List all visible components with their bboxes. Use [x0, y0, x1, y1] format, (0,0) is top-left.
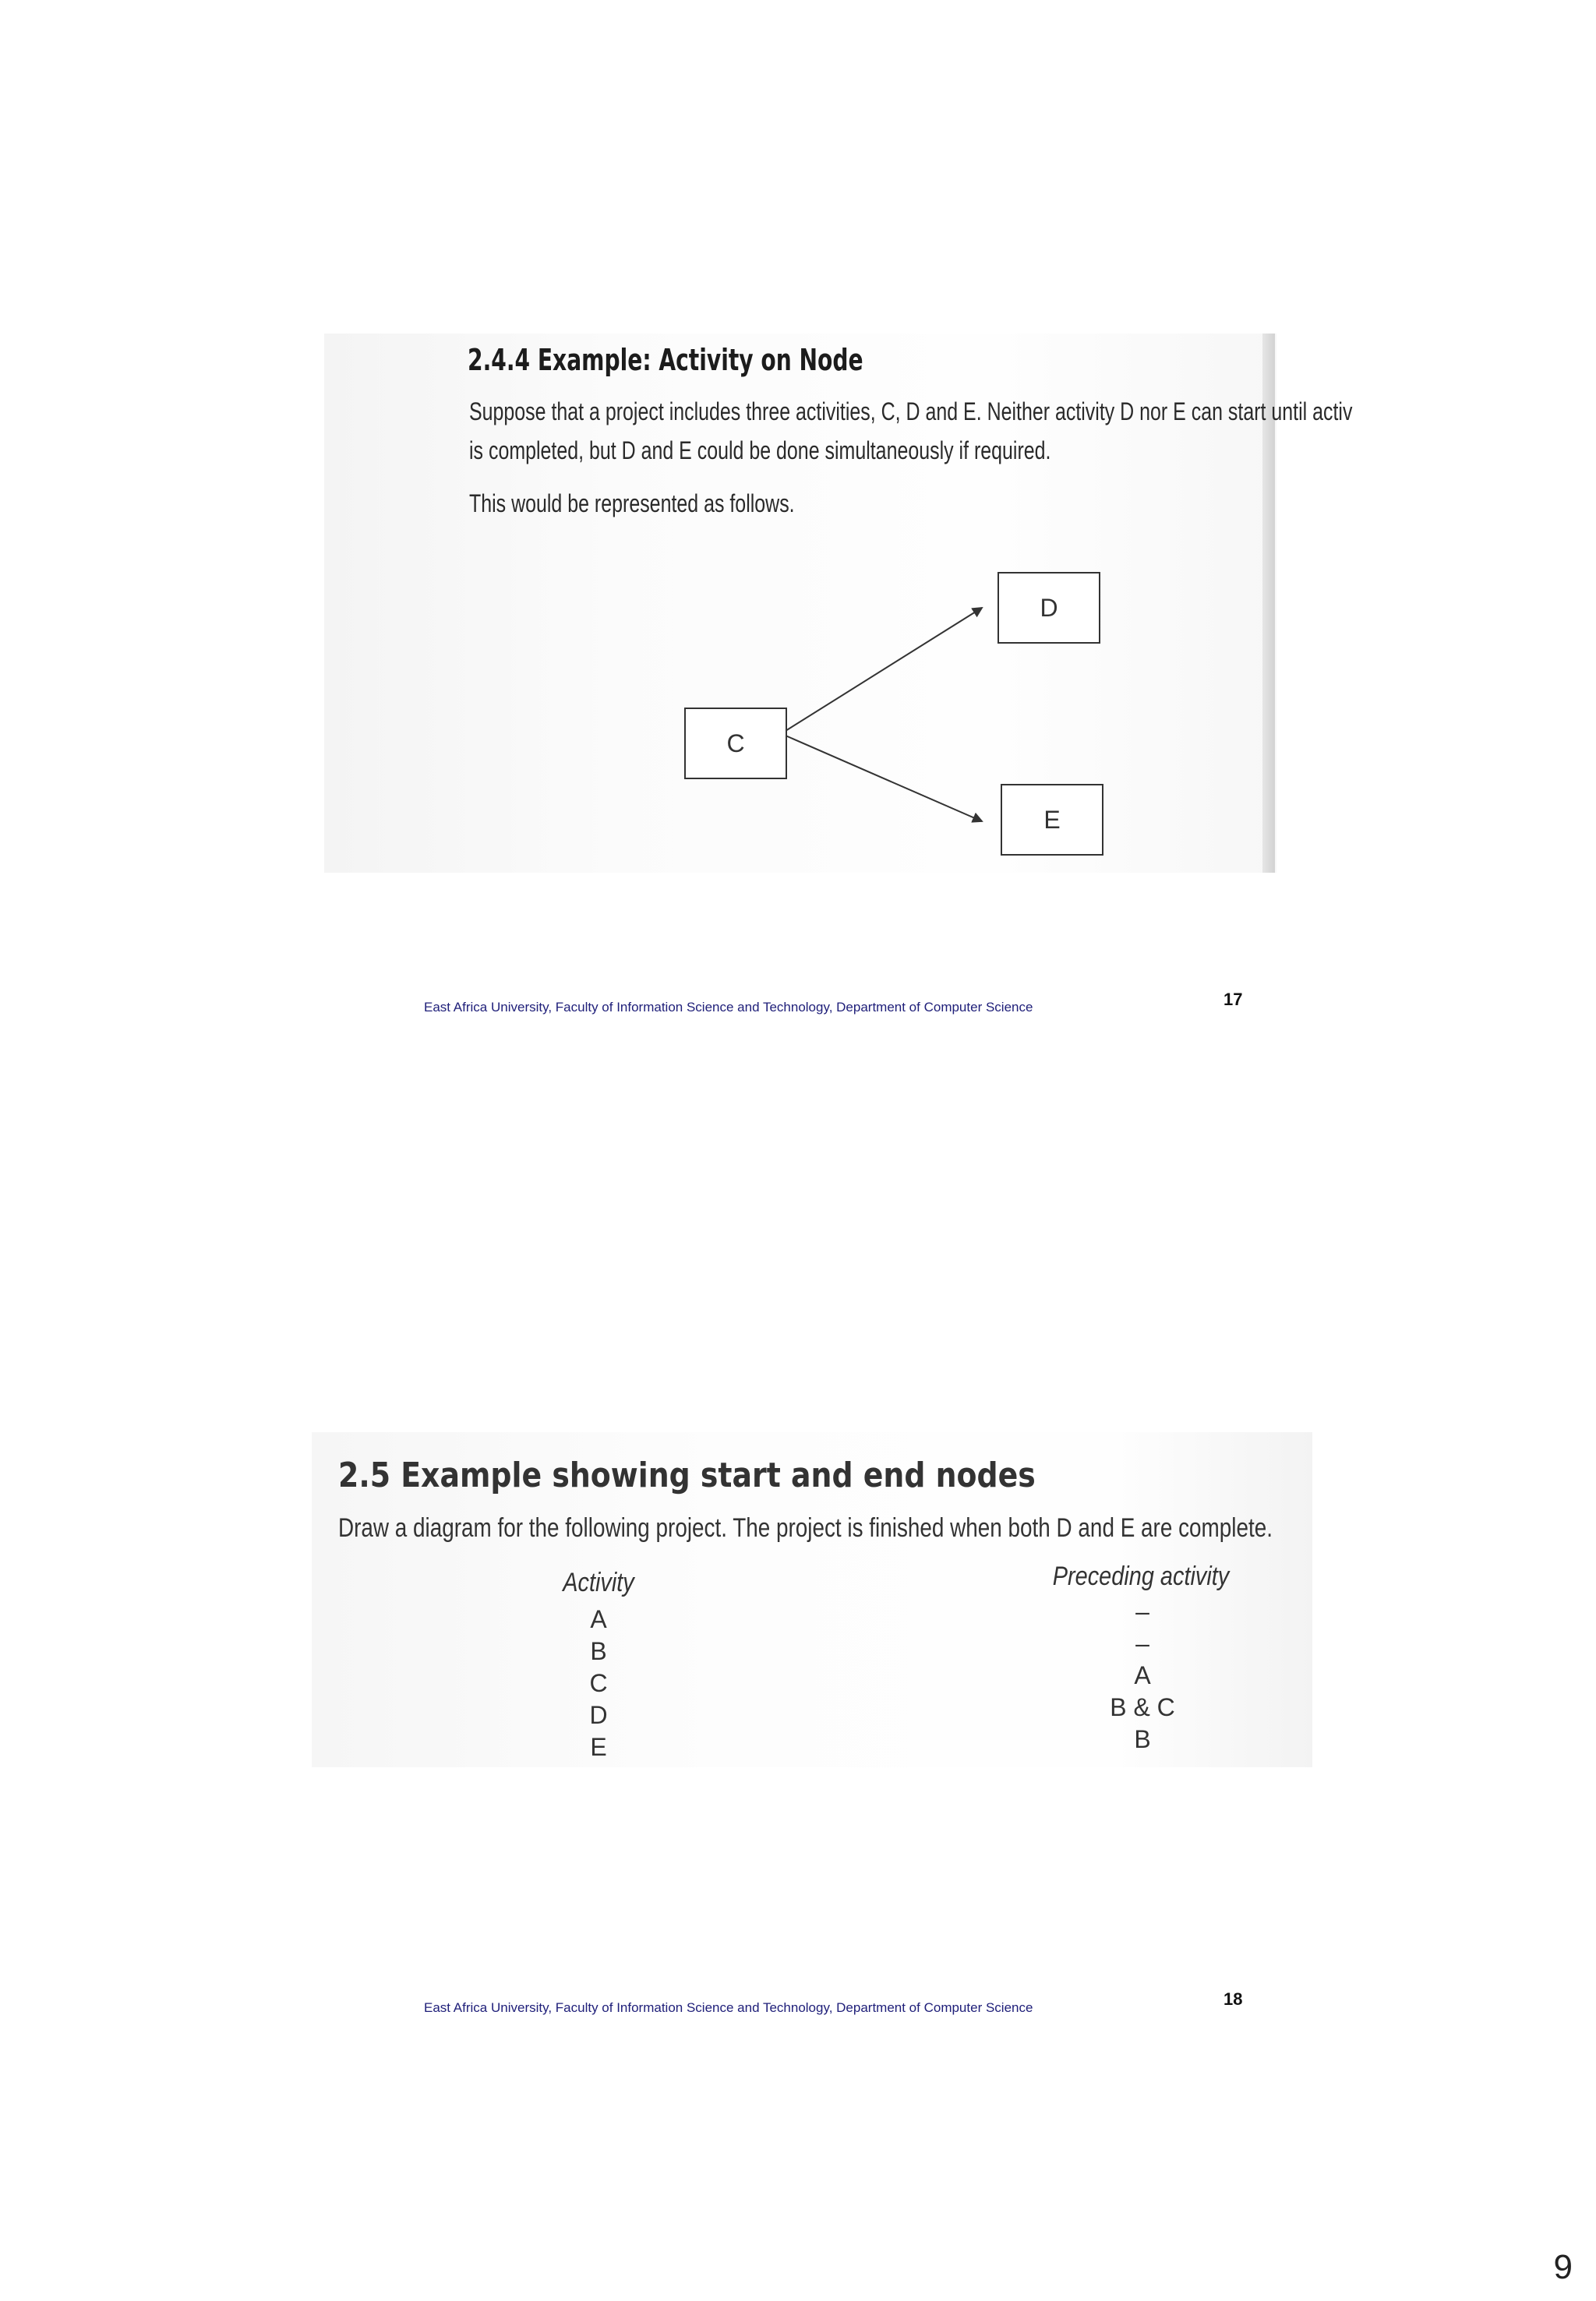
slide-18-page-number: 18 — [1223, 1989, 1243, 2009]
precedence-table-preceding-column — [1065, 1596, 1220, 1756]
header-preceding-label: Preceding activity — [1052, 1562, 1230, 1591]
activity-on-node-diagram — [670, 561, 1107, 873]
table-cell-preceding: – — [1135, 1629, 1149, 1657]
header-activity-label: Activity — [563, 1568, 634, 1597]
slide-18-heading: 2.5 Example showing start and end nodes — [338, 1456, 1036, 1495]
node-c: C — [684, 708, 787, 779]
table-cell-preceding: B & C — [1110, 1693, 1175, 1721]
precedence-table-header-activity — [521, 1568, 676, 1598]
slide-17-footer: East Africa University, Faculty of Information Science and Technology, Department of Computer Science — [424, 1000, 1033, 1015]
table-cell-activity: B — [590, 1637, 607, 1665]
slide-17-paragraph-2: This would be represented as follows. — [469, 489, 795, 517]
table-cell-preceding: B — [1134, 1725, 1151, 1753]
edge-c-to-d — [786, 608, 982, 731]
slide-18-footer: East Africa University, Faculty of Information Science and Technology, Department of Computer Science — [424, 2000, 1033, 2015]
table-cell-activity: A — [590, 1605, 607, 1633]
table-cell-preceding: A — [1134, 1661, 1151, 1689]
slide-18-paragraph: Draw a diagram for the following project. The project is finished when both D and E are complete. — [338, 1513, 1273, 1543]
table-cell-activity: D — [589, 1701, 608, 1729]
slide-17-paragraph-line-2: is completed, but D and E could be done simultaneously if required. — [469, 436, 1051, 464]
precedence-table-header-preceding — [985, 1562, 1297, 1592]
precedence-table-activity-column — [521, 1604, 676, 1763]
edge-c-to-e — [786, 736, 982, 821]
sheet-page-number: 9 — [1553, 2248, 1573, 2286]
slide-17-heading: 2.4.4 Example: Activity on Node — [468, 343, 863, 377]
table-cell-preceding: – — [1135, 1597, 1149, 1625]
slide-17-page-number: 17 — [1223, 990, 1243, 1009]
slide-17-paragraph-line-1: Suppose that a project includes three activities, C, D and E. Neither activity D nor E can start until activ — [469, 397, 1353, 425]
node-d: D — [998, 572, 1100, 644]
node-e: E — [1001, 784, 1103, 856]
table-cell-activity: E — [590, 1733, 607, 1761]
table-cell-activity: C — [589, 1669, 608, 1697]
